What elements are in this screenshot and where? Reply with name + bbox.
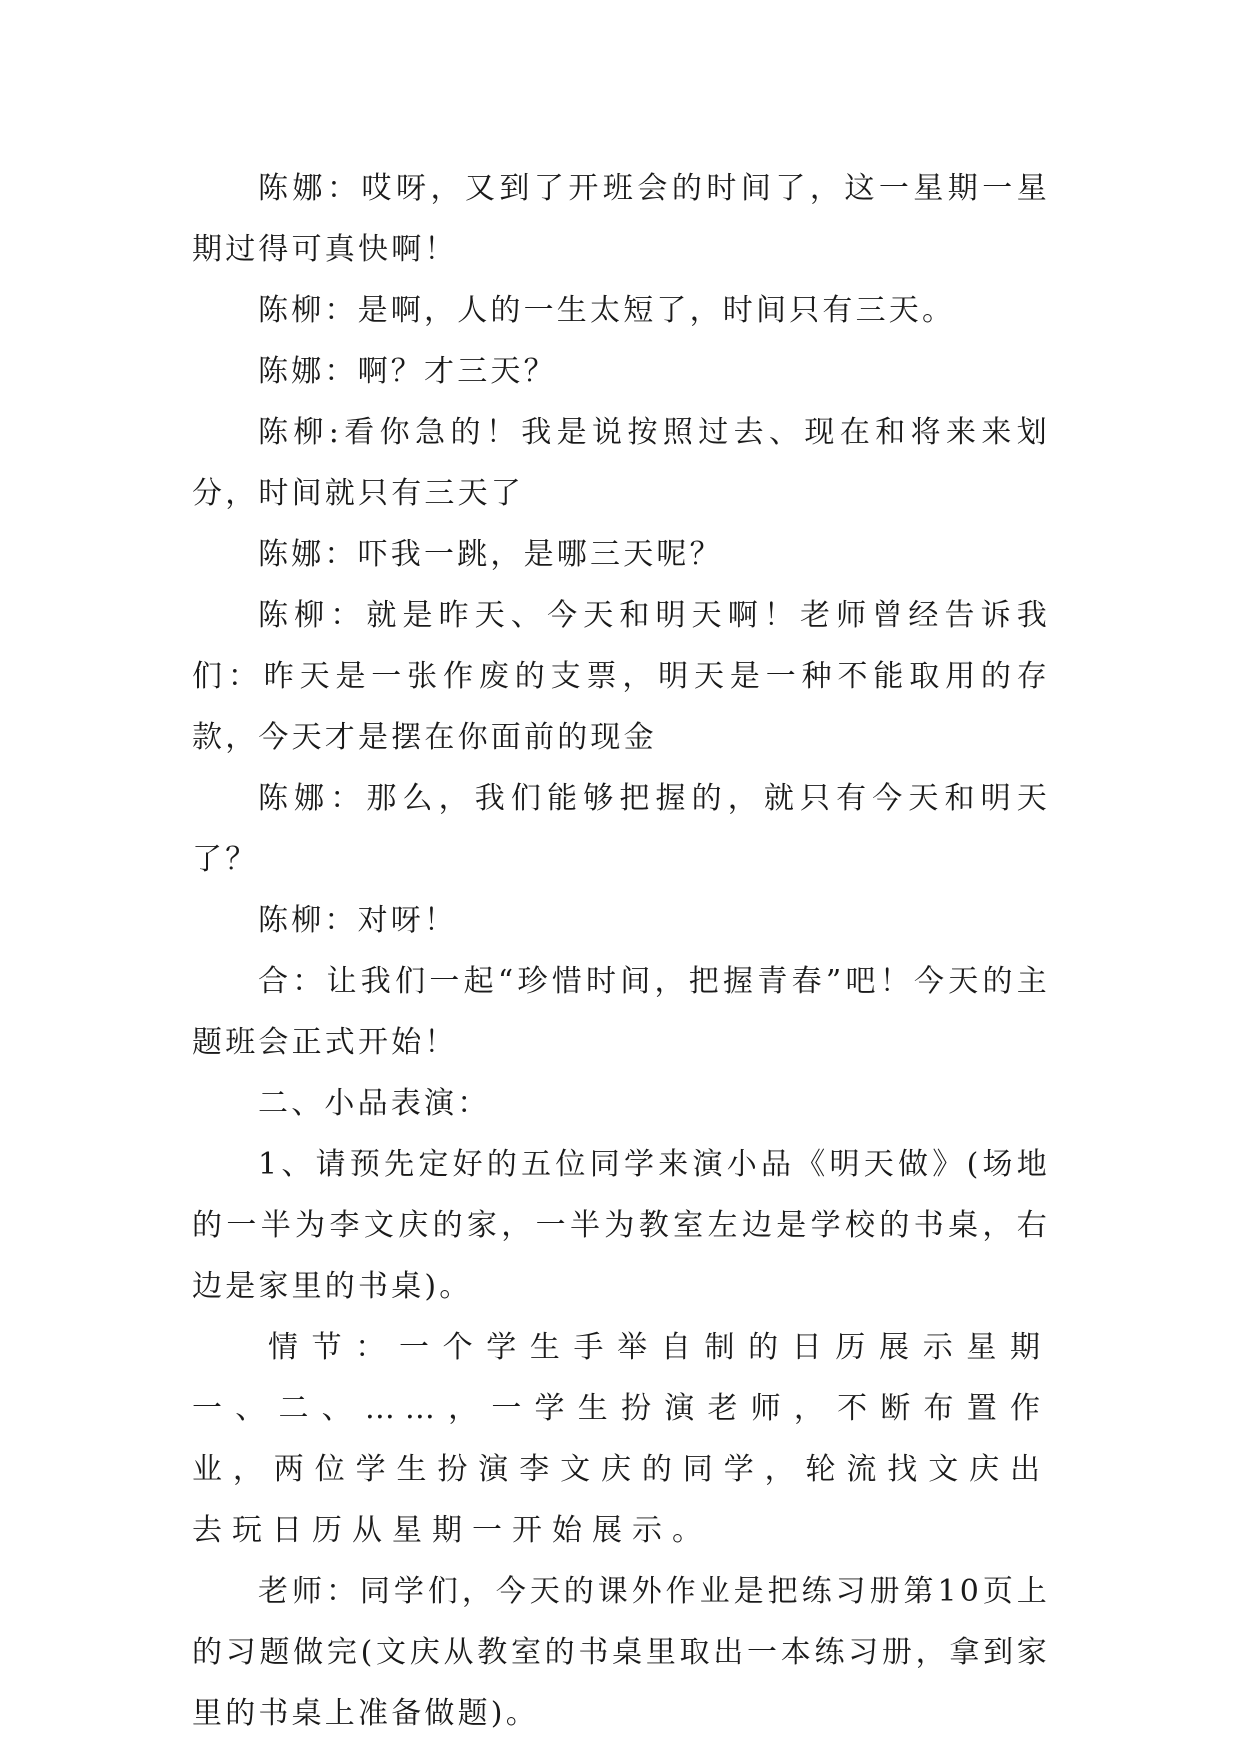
document-body — [192, 158, 1050, 1744]
paragraph-11: 1、请预先定好的五位同学来演小品《明天做》(场地的一半为李文庆的家，一半为教室左边是学校的书桌，右边是家里的书桌)。 — [192, 1147, 1050, 1304]
paragraph-1: 陈娜：哎呀，又到了开班会的时间了，这一星期一星期过得可真快啊！ — [192, 171, 1050, 267]
section-heading: 二、小品表演： — [258, 1086, 491, 1121]
paragraph-6: 陈柳：就是昨天、今天和明天啊！老师曾经告诉我们：昨天是一张作废的支票，明天是一种不能取用的存款，今天才是摆在你面前的现金 — [192, 598, 1050, 755]
paragraph-3: 陈娜：啊？才三天？ — [258, 354, 557, 389]
paragraph-7: 陈娜：那么，我们能够把握的，就只有今天和明天了？ — [192, 781, 1050, 877]
paragraph-12: 情节：一个学生手举自制的日历展示星期一、二、……，一学生扮演老师，不断布置作业，两位学生扮演李文庆的同学，轮流找文庆出去玩日历从星期一开始展示。 — [192, 1330, 1050, 1548]
paragraph-8: 陈柳：对呀！ — [258, 903, 458, 938]
paragraph-4: 陈柳:看你急的！我是说按照过去、现在和将来来划分，时间就只有三天了 — [192, 415, 1050, 511]
paragraph-13: 老师：同学们，今天的课外作业是把练习册第10页上的习题做完(文庆从教室的书桌里取出一本练习册，拿到家里的书桌上准备做题)。 — [192, 1574, 1050, 1731]
paragraph-9: 合：让我们一起“珍惜时间，把握青春”吧！今天的主题班会正式开始！ — [192, 964, 1050, 1060]
paragraph-5: 陈娜：吓我一跳，是哪三天呢？ — [258, 537, 723, 572]
paragraph-2: 陈柳：是啊，人的一生太短了，时间只有三天。 — [258, 293, 956, 328]
